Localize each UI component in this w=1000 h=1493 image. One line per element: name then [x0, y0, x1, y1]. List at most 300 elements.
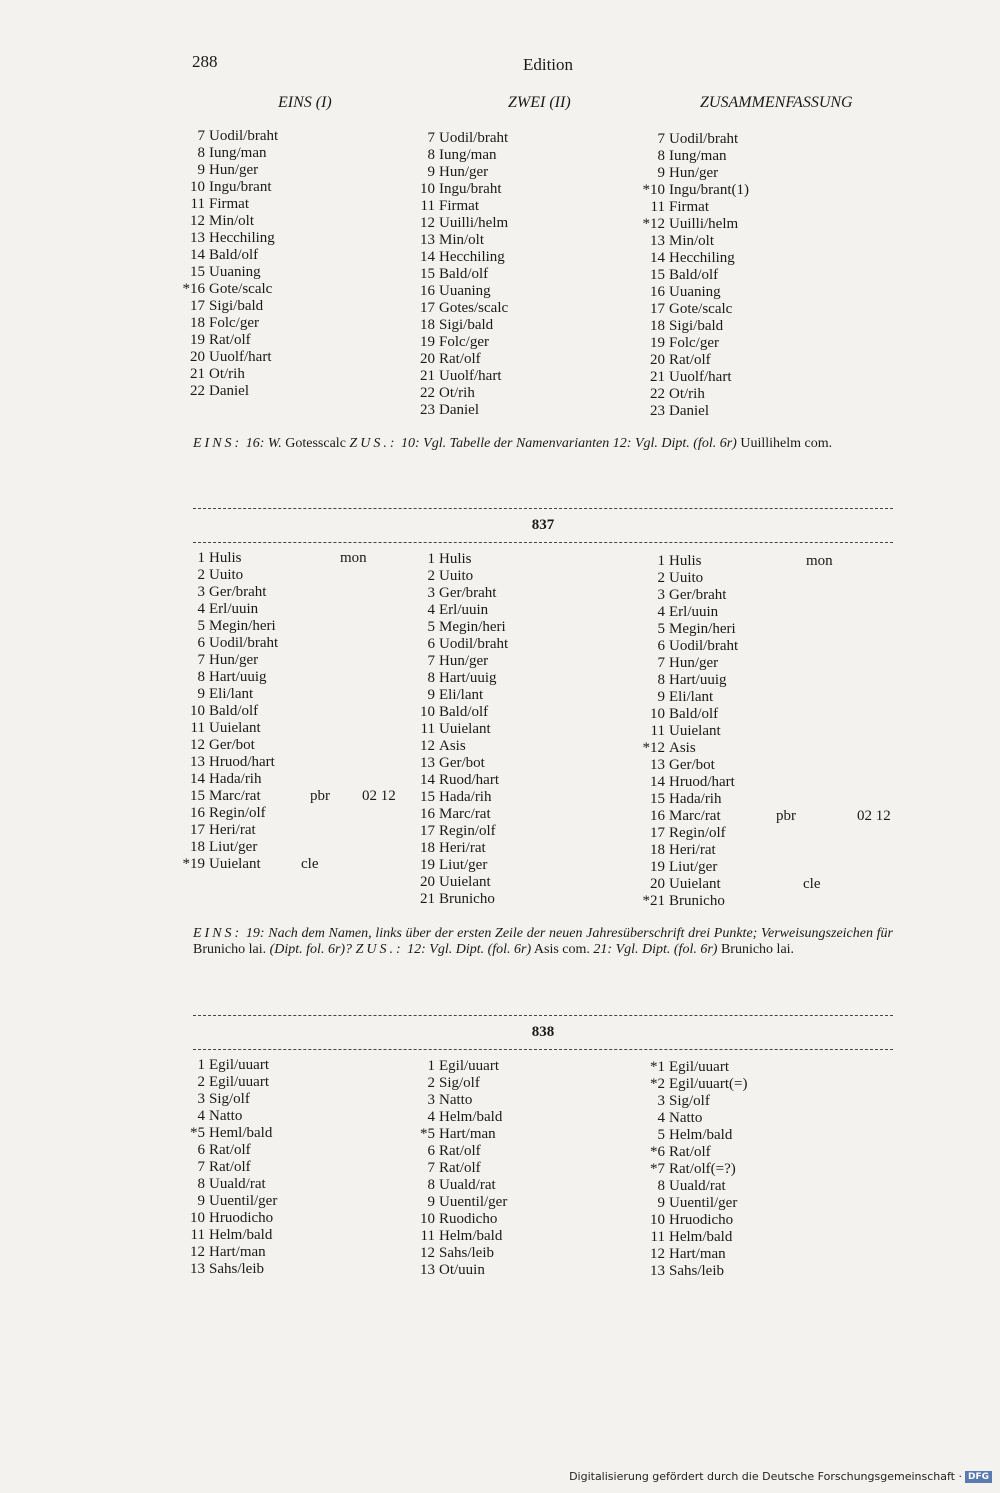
list-item [625, 757, 955, 774]
entry-name: Helm/bald [669, 1127, 733, 1143]
list-item [625, 318, 955, 335]
entry-number: 6 [657, 638, 665, 654]
list-item [625, 148, 955, 165]
list-item [625, 182, 955, 199]
list-item [625, 335, 955, 352]
list-item [625, 893, 955, 910]
entry-name: Megin/heri [439, 619, 506, 635]
entry-name: Hulis [209, 550, 242, 566]
entry-number: 12 [420, 738, 435, 754]
entry-number: 11 [650, 199, 665, 215]
entry-name: Uodil/braht [439, 130, 509, 146]
entry-number: 11 [420, 198, 435, 214]
entry-name: Sahs/leib [669, 1263, 724, 1279]
note-name: Uuillihelm com. [740, 436, 833, 451]
entry-name: Uuito [209, 567, 244, 583]
entry-name: Gote/scalc [209, 281, 273, 297]
entry-number: 17 [190, 298, 205, 314]
entry-annotation: cle [803, 876, 821, 892]
footer-text: Digitalisierung gefördert durch die Deutsche Forschungsgemeinschaft · [569, 1470, 962, 1483]
entry-annotation: mon [340, 550, 367, 566]
entry-name: Uuaning [439, 283, 491, 299]
entry-name: Hun/ger [669, 655, 719, 671]
entry-number: *5 [190, 1125, 205, 1141]
entry-number: 12 [190, 737, 205, 753]
entry-number: 18 [650, 842, 665, 858]
entry-number: 6 [427, 636, 435, 652]
entry-number: 18 [420, 317, 435, 333]
entry-number: 12 [420, 215, 435, 231]
list-item [625, 706, 955, 723]
entry-name: Ger/braht [669, 587, 727, 603]
note-text: 19: Nach dem Namen, links über der ersten Zeile der neuen Jahresüberschrift drei Punkte; Verweisungszeichen für [245, 926, 894, 941]
entry-name: Firmat [209, 196, 249, 212]
entry-number: 3 [427, 1092, 435, 1108]
section-divider [193, 1015, 893, 1016]
entry-name: Erl/uuin [439, 602, 489, 618]
entry-name: Egil/uuart [669, 1059, 729, 1075]
entry-number: 9 [657, 689, 665, 705]
entry-name: Liut/ger [439, 857, 488, 873]
entry-name: Natto [209, 1108, 243, 1124]
entry-number: 14 [190, 247, 205, 263]
entry-name: Sigi/bald [669, 318, 724, 334]
entry-name: Liut/ger [209, 839, 258, 855]
list-item [625, 638, 955, 655]
list-item [625, 1263, 955, 1280]
entry-number: *21 [642, 893, 665, 909]
entry-name: Hada/rih [209, 771, 262, 787]
entry-name: Rat/olf [209, 332, 251, 348]
entry-name: Min/olt [439, 232, 485, 248]
entry-number: 17 [420, 823, 435, 839]
entry-name: Uuilli/helm [669, 216, 739, 232]
list-item [625, 723, 955, 740]
entry-name: Gotes/scalc [439, 300, 509, 316]
entry-number: 11 [650, 723, 665, 739]
entry-name: Daniel [669, 403, 709, 419]
entry-number: 11 [190, 1227, 205, 1243]
entry-number: 1 [197, 550, 205, 566]
list-item [625, 859, 955, 876]
entry-name: Hruodicho [209, 1210, 274, 1226]
entry-name: Uuito [669, 570, 704, 586]
entry-annotation: 02 12 [857, 808, 891, 824]
entry-name: Hun/ger [439, 164, 489, 180]
list-item [625, 403, 955, 420]
column-header-eins: EINS (I) [278, 94, 332, 111]
entry-name: Sahs/leib [209, 1261, 264, 1277]
entry-name: Egil/uuart [209, 1074, 269, 1090]
entry-number: 4 [197, 1108, 205, 1124]
entry-name: Eli/lant [669, 689, 714, 705]
entry-number: 7 [657, 131, 665, 147]
entry-name: Bald/olf [439, 266, 489, 282]
entry-name: Bald/olf [439, 704, 489, 720]
entry-number: 9 [657, 1195, 665, 1211]
entry-name: Ingu/brant(1) [669, 182, 749, 198]
entry-name: Brunicho [439, 891, 495, 907]
entry-number: *16 [182, 281, 205, 297]
entry-name: Hart/uuig [669, 672, 727, 688]
entry-name: Folc/ger [209, 315, 259, 331]
list-item [625, 1110, 955, 1127]
entry-name: Hecchiling [439, 249, 505, 265]
entry-number: 6 [197, 1142, 205, 1158]
entry-name: Eli/lant [439, 687, 484, 703]
list-item [625, 233, 955, 250]
list-item [625, 689, 955, 706]
list-item [625, 1195, 955, 1212]
list-item [625, 352, 955, 369]
entry-number: 21 [650, 369, 665, 385]
entry-name: Egil/uuart [439, 1058, 499, 1074]
entry-name: Hun/ger [439, 653, 489, 669]
entry-number: 3 [657, 1093, 665, 1109]
entry-name: Min/olt [209, 213, 255, 229]
entry-name: Hun/ger [209, 652, 259, 668]
entry-name: Hart/man [439, 1126, 496, 1142]
list-item [625, 1161, 955, 1178]
entry-name: Ruod/hart [439, 772, 499, 788]
list-item [625, 284, 955, 301]
entry-name: Firmat [439, 198, 479, 214]
entry-number: 5 [657, 1127, 665, 1143]
list-item [625, 570, 955, 587]
entry-number: 20 [650, 876, 665, 892]
entry-annotation: cle [301, 856, 319, 872]
entry-number: 7 [427, 653, 435, 669]
entry-number: 8 [427, 1177, 435, 1193]
entry-name: Rat/olf [209, 1142, 251, 1158]
note-siglum: EINS: [193, 436, 243, 451]
entry-number: 4 [427, 602, 435, 618]
entry-name: Iung/man [669, 148, 727, 164]
entry-name: Ingu/brant [209, 179, 272, 195]
entry-number: 15 [420, 266, 435, 282]
entry-name: Uuielant [209, 856, 261, 872]
entry-number: 14 [650, 774, 665, 790]
entry-name: Egil/uuart(=) [669, 1076, 748, 1092]
entry-name: Uuolf/hart [669, 369, 732, 385]
entry-number: *12 [642, 740, 665, 756]
entry-number: 10 [650, 1212, 665, 1228]
entry-number: 22 [420, 385, 435, 401]
entry-number: 17 [420, 300, 435, 316]
entry-number: 18 [190, 315, 205, 331]
entry-name: Uuentil/ger [439, 1194, 508, 1210]
entry-name: Marc/rat [669, 808, 721, 824]
entry-number: 5 [657, 621, 665, 637]
entry-name: Liut/ger [669, 859, 718, 875]
section-divider [193, 542, 893, 543]
entry-number: 7 [197, 128, 205, 144]
list-item [625, 199, 955, 216]
entry-name: Uuentil/ger [209, 1193, 278, 1209]
list-item [625, 386, 955, 403]
list-item [625, 1059, 955, 1076]
entry-name: Helm/bald [439, 1109, 503, 1125]
entry-number: 3 [427, 585, 435, 601]
entry-number: 22 [190, 383, 205, 399]
entry-number: 9 [657, 165, 665, 181]
entry-name: Erl/uuin [209, 601, 259, 617]
entry-name: Sig/olf [439, 1075, 480, 1091]
note-text: 12: Vgl. Dipt. (fol. 6r) [407, 942, 532, 957]
entry-name: Uuilli/helm [439, 215, 509, 231]
entry-number: 4 [657, 604, 665, 620]
entry-number: 20 [650, 352, 665, 368]
entry-number: 1 [427, 551, 435, 567]
entry-name: Uuolf/hart [439, 368, 502, 384]
list-item [625, 301, 955, 318]
entry-name: Marc/rat [439, 806, 491, 822]
entry-number: 19 [420, 334, 435, 350]
entry-number: 13 [650, 1263, 665, 1279]
entry-name: Uuald/rat [669, 1178, 726, 1194]
list-item [625, 1178, 955, 1195]
list-item [625, 131, 955, 148]
entry-name: Uodil/braht [209, 128, 279, 144]
list-item [625, 825, 955, 842]
list-item [625, 587, 955, 604]
entry-name: Uuaning [209, 264, 261, 280]
entry-number: 6 [197, 635, 205, 651]
entry-number: 18 [190, 839, 205, 855]
note-text: 10: Vgl. Tabelle der Namenvarianten 12: Vgl. Dipt. (fol. 6r) [400, 436, 737, 451]
entry-number: 16 [650, 808, 665, 824]
entry-name: Bald/olf [669, 706, 719, 722]
entry-name: Hun/ger [669, 165, 719, 181]
entry-number: 15 [650, 267, 665, 283]
entry-number: 18 [650, 318, 665, 334]
entry-number: 17 [190, 822, 205, 838]
entry-number: 16 [420, 806, 435, 822]
list-item [625, 621, 955, 638]
entry-number: 11 [190, 720, 205, 736]
entry-number: 7 [197, 652, 205, 668]
entry-number: 3 [197, 1091, 205, 1107]
entry-name: Bald/olf [209, 247, 259, 263]
page-number: 288 [192, 52, 218, 71]
apparatus-note [193, 926, 893, 958]
entry-name: Hecchiling [669, 250, 735, 266]
entry-annotation: 02 12 [362, 788, 396, 804]
section-divider [193, 508, 893, 509]
entry-name: Regin/olf [439, 823, 496, 839]
entry-name: Hada/rih [439, 789, 492, 805]
entry-number: 8 [427, 147, 435, 163]
entry-name: Eli/lant [209, 686, 254, 702]
entry-name: Hart/man [669, 1246, 726, 1262]
entry-number: 16 [190, 805, 205, 821]
entry-number: 16 [650, 284, 665, 300]
entry-name: Ot/rih [209, 366, 245, 382]
entry-name: Min/olt [669, 233, 715, 249]
dfg-logo: DFG [965, 1471, 992, 1483]
list-item [625, 808, 955, 825]
entry-number: 15 [650, 791, 665, 807]
entry-number: 13 [420, 1262, 435, 1278]
entry-name: Megin/heri [669, 621, 736, 637]
entry-number: 23 [420, 402, 435, 418]
note-siglum: ZUS.: [349, 436, 398, 451]
list-item [625, 655, 955, 672]
entry-name: Natto [439, 1092, 473, 1108]
note-name: Brunicho lai. [720, 942, 795, 957]
entry-number: *12 [642, 216, 665, 232]
entry-number: 19 [190, 332, 205, 348]
entry-name: Uuolf/hart [209, 349, 272, 365]
entry-number: 10 [420, 181, 435, 197]
entry-number: 8 [197, 145, 205, 161]
note-name: Asis com. [533, 942, 590, 957]
entry-number: 20 [190, 349, 205, 365]
entry-number: 9 [197, 162, 205, 178]
entry-name: Hruod/hart [209, 754, 275, 770]
entry-name: Hruodicho [669, 1212, 734, 1228]
entry-name: Egil/uuart [209, 1057, 269, 1073]
entry-number: 16 [420, 283, 435, 299]
year-heading: 837 [531, 517, 555, 533]
entry-name: Ingu/braht [439, 181, 502, 197]
note-siglum: EINS: [193, 926, 243, 941]
entry-name: Bald/olf [669, 267, 719, 283]
entry-number: 8 [197, 1176, 205, 1192]
entry-number: 11 [420, 721, 435, 737]
entry-name: Brunicho [669, 893, 725, 909]
entry-number: 11 [190, 196, 205, 212]
entry-number: 13 [650, 757, 665, 773]
entry-number: 14 [650, 250, 665, 266]
entry-name: Rat/olf [439, 1160, 481, 1176]
entry-number: 2 [427, 1075, 435, 1091]
entry-name: Folc/ger [669, 335, 719, 351]
entry-name: Sahs/leib [439, 1245, 494, 1261]
entry-number: 10 [420, 1211, 435, 1227]
entry-name: Uodil/braht [209, 635, 279, 651]
entry-number: 15 [420, 789, 435, 805]
entry-number: *5 [420, 1126, 435, 1142]
list-item [625, 165, 955, 182]
entry-name: Uodil/braht [669, 131, 739, 147]
entry-number: 9 [427, 164, 435, 180]
entry-name: Ger/braht [439, 585, 497, 601]
entry-name: Hada/rih [669, 791, 722, 807]
entry-number: 10 [190, 1210, 205, 1226]
note-name: Brunicho lai. [193, 942, 267, 957]
entry-name: Heri/rat [669, 842, 716, 858]
entry-number: 21 [420, 891, 435, 907]
entry-number: 4 [657, 1110, 665, 1126]
entry-number: 14 [420, 249, 435, 265]
entry-annotation: pbr [310, 788, 330, 804]
entry-annotation: mon [806, 553, 833, 569]
entry-number: 11 [420, 1228, 435, 1244]
entry-number: 9 [427, 1194, 435, 1210]
entry-name: Hart/uuig [209, 669, 267, 685]
entry-number: 13 [190, 230, 205, 246]
entry-name: Rat/olf [669, 352, 711, 368]
entry-name: Hecchiling [209, 230, 275, 246]
entry-name: Daniel [209, 383, 249, 399]
entry-name: Asis [439, 738, 466, 754]
entry-number: 3 [657, 587, 665, 603]
entry-number: 8 [657, 672, 665, 688]
name-column [625, 553, 955, 910]
entry-number: 23 [650, 403, 665, 419]
entry-number: 13 [650, 233, 665, 249]
list-item [625, 1246, 955, 1263]
entry-name: Hulis [439, 551, 472, 567]
entry-number: *1 [650, 1059, 665, 1075]
entry-number: 10 [420, 704, 435, 720]
entry-name: Regin/olf [669, 825, 726, 841]
list-item [625, 791, 955, 808]
entry-number: 2 [657, 570, 665, 586]
entry-name: Helm/bald [439, 1228, 503, 1244]
entry-number: 4 [197, 601, 205, 617]
entry-number: 21 [420, 368, 435, 384]
entry-name: Sig/olf [669, 1093, 710, 1109]
entry-name: Ger/bot [439, 755, 485, 771]
entry-name: Uuielant [669, 876, 721, 892]
entry-name: Uodil/braht [439, 636, 509, 652]
entry-number: 3 [197, 584, 205, 600]
entry-number: *10 [642, 182, 665, 198]
list-item [625, 672, 955, 689]
entry-name: Heri/rat [439, 840, 486, 856]
entry-number: 13 [420, 755, 435, 771]
entry-number: 8 [657, 1178, 665, 1194]
list-item [625, 1093, 955, 1110]
entry-name: Rat/olf(=?) [669, 1161, 736, 1177]
entry-number: 19 [420, 857, 435, 873]
entry-name: Sig/olf [209, 1091, 250, 1107]
list-item [625, 267, 955, 284]
entry-number: *2 [650, 1076, 665, 1092]
entry-number: 20 [420, 874, 435, 890]
entry-name: Hruod/hart [669, 774, 735, 790]
entry-number: 15 [190, 264, 205, 280]
entry-name: Hart/man [209, 1244, 266, 1260]
list-item [625, 553, 955, 570]
entry-number: 9 [197, 686, 205, 702]
entry-number: 19 [650, 859, 665, 875]
list-item [625, 1229, 955, 1246]
apparatus-note [193, 436, 893, 452]
entry-name: Regin/olf [209, 805, 266, 821]
entry-name: Ruodicho [439, 1211, 498, 1227]
entry-name: Uuielant [439, 874, 491, 890]
entry-name: Ger/bot [669, 757, 715, 773]
entry-number: 2 [197, 567, 205, 583]
entry-name: Hart/uuig [439, 670, 497, 686]
entry-number: 5 [197, 618, 205, 634]
list-item [625, 369, 955, 386]
entry-number: 2 [197, 1074, 205, 1090]
list-item [625, 876, 955, 893]
note-siglum: ZUS.: [355, 942, 404, 957]
list-item [625, 1127, 955, 1144]
entry-name: Uuielant [209, 720, 261, 736]
entry-name: Gote/scalc [669, 301, 733, 317]
entry-number: 10 [190, 179, 205, 195]
note-text: 16: W. [245, 436, 282, 451]
entry-number: 8 [427, 670, 435, 686]
note-name: Gotesscalc [285, 436, 346, 451]
entry-name: Uuald/rat [439, 1177, 496, 1193]
